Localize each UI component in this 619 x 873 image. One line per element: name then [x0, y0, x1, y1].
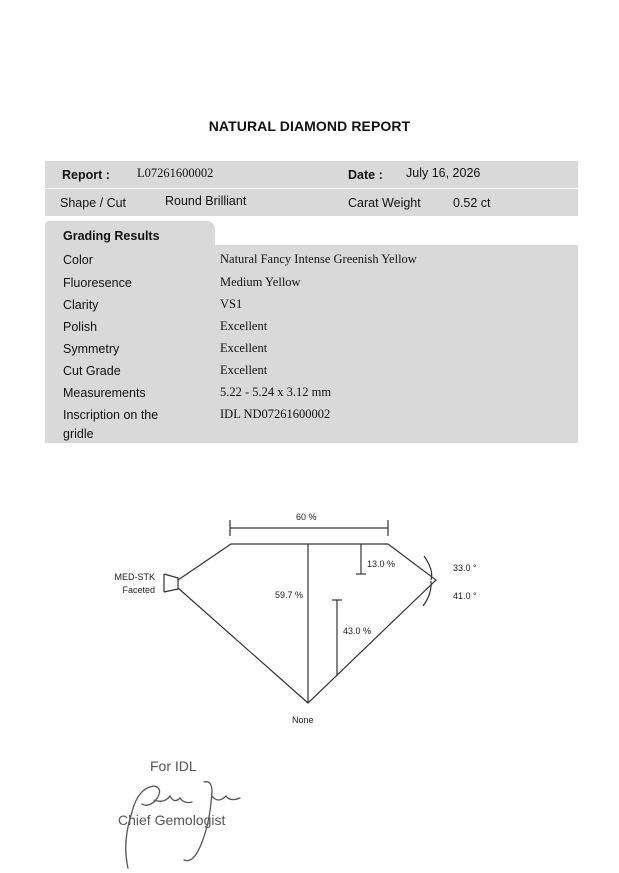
carat-label: Carat Weight	[348, 196, 421, 210]
signature-block	[108, 752, 248, 870]
grading-value: Excellent	[220, 341, 268, 355]
diamond-outline	[178, 544, 436, 703]
table-percent-label: 60 %	[296, 512, 317, 522]
date-value: July 16, 2026	[406, 166, 481, 180]
report-title: NATURAL DIAMOND REPORT	[208, 118, 411, 134]
grading-label: Clarity	[63, 298, 99, 312]
carat-value: 0.52 ct	[453, 196, 491, 210]
grading-value: VS1	[220, 297, 243, 311]
grading-label: Polish	[63, 320, 98, 334]
grading-value: Natural Fancy Intense Greenish Yellow	[220, 252, 417, 266]
shape-value: Round Brilliant	[165, 194, 247, 208]
grading-label: Inscription on the gridle	[63, 408, 159, 441]
grading-value: Excellent	[220, 319, 268, 333]
girdle-finish-label: Faceted	[122, 585, 155, 595]
grading-label: Symmetry	[63, 342, 120, 356]
date-label: Date :	[348, 168, 383, 182]
signature-for-label: For IDL	[150, 758, 197, 774]
total-depth-label: 59.7 %	[275, 590, 304, 600]
pavilion-depth-label: 43.0 %	[343, 626, 372, 636]
handwritten-signature	[108, 752, 248, 870]
grading-value: Medium Yellow	[220, 275, 301, 289]
grading-value: 5.22 - 5.24 x 3.12 mm	[220, 385, 332, 399]
report-number: L07261600002	[137, 166, 214, 180]
signature-title: Chief Gemologist	[118, 812, 226, 828]
shape-label: Shape / Cut	[60, 196, 127, 210]
grading-label: Color	[63, 253, 93, 267]
crown-angle-label: 33.0 °	[453, 563, 477, 573]
girdle-thickness-label: MED-STK	[114, 572, 155, 582]
grading-label: Measurements	[63, 386, 146, 400]
report-label: Report :	[62, 168, 110, 182]
crown-height-label: 13.0 %	[367, 559, 396, 569]
grading-value: Excellent	[220, 363, 268, 377]
grading-label: Fluoresence	[63, 276, 132, 290]
grading-results-heading: Grading Results	[63, 229, 160, 243]
pavilion-angle-label: 41.0 °	[453, 591, 477, 601]
culet-label: None	[292, 715, 314, 725]
grading-label: Cut Grade	[63, 364, 121, 378]
grading-value: IDL ND07261600002	[220, 407, 331, 421]
